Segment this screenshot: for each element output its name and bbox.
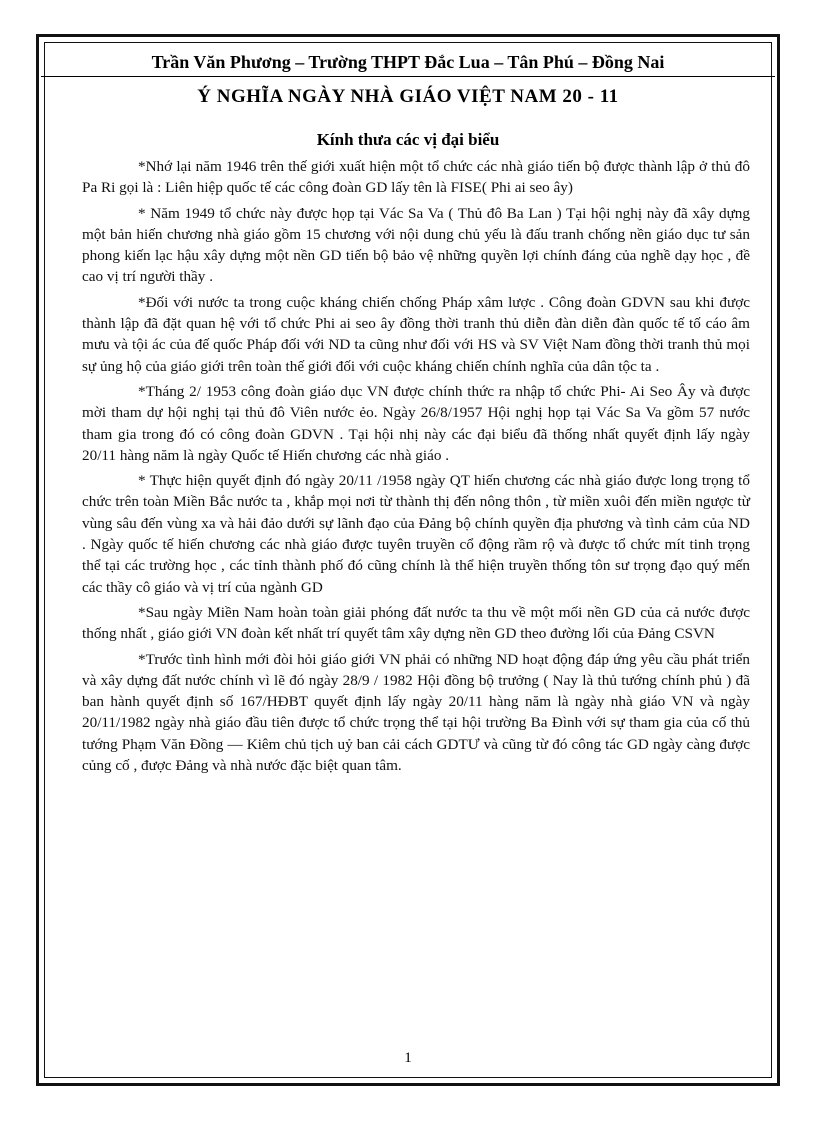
paragraph: *Nhớ lại năm 1946 trên thế giới xuất hiện một tổ chức các nhà giáo tiến bộ được thành lập ở thủ đô Pa Ri gọi là : Liên hiệp quốc tế các công đoàn GD lấy tên là FISE( Phi ai seo ây) — [82, 158, 750, 197]
paragraph: *Sau ngày Miền Nam hoàn toàn giải phóng đất nước ta thu về một mối nền GD của cả nước được thống nhất , giáo giới VN đoàn kết nhất trí quyết tâm xây dựng nền GD theo đường lối của Đảng CSVN — [82, 603, 750, 643]
paragraph: * Năm 1949 tổ chức này được họp tại Vác Sa Va ( Thủ đô Ba Lan ) Tại hội nghị này đã xây dựng một bản hiến chương nhà giáo gồm 15 chương với nội dung chủ yếu là đấu tranh chống nền giáo dục tư sản phong kiến lạc hậu xây dựng một nền GD tiến bộ bảo vệ những quyền lợi chính đáng của nghề dạy học , đề cao vị trí người thầy . — [82, 204, 750, 286]
salutation: Kính thưa các vị đại biểu — [316, 130, 500, 149]
paragraph: *Trước tình hình mới đòi hỏi giáo giới VN phải có những ND hoạt động đáp ứng yêu cầu phát triển và xây dựng đất nước chính vì lẽ đó ngày 28/9 / 1982 Hội đồng bộ trưởng ( Nay là thủ tướng chính phủ ) đã ban hành quyết định số 167/HĐBT quyết định lấy ngày 20/11 hàng năm là ngày nhà giáo VN và ngày 20/11/1982 ngày nhà giáo đầu tiên được tổ chức trọng thể tại hội trường Ba Đình với sự tham gia của cố thủ tướng Phạm Văn Đồng — Kiêm chủ tịch uỷ ban cải cách GDTƯ và cũng từ đó công tác GD ngày càng được củng cố , được Đảng và nhà nước đặc biệt quan tâm. — [82, 650, 750, 775]
page-number: 1 — [404, 1050, 412, 1066]
document-title: Ý NGHĨA NGÀY NHÀ GIÁO VIỆT NAM 20 - 11 — [197, 86, 619, 107]
paragraph: *Tháng 2/ 1953 công đoàn giáo dục VN được chính thức ra nhập tổ chức Phi- Ai Seo Ây và được mời tham dự hội nghị tại thủ đô Viên nước ẻo. Ngày 26/8/1957 Hội nghị họp tại Vác Sa Va gồm 57 nước tham gia trong đó có công đoàn GDVN . Tại hội nhị này các đại biểu đã thống nhất quyết định lấy ngày 20/11 hàng năm là ngày Quốc tế Hiến chương các nhà giáo . — [82, 382, 750, 464]
document-body — [82, 156, 750, 780]
document-header: Trần Văn Phương – Trường THPT Đắc Lua – Tân Phú – Đồng Nai — [151, 52, 665, 72]
paragraph: * Thực hiện quyết định đó ngày 20/11 /1958 ngày QT hiến chương các nhà giáo được long trọng tổ chức trên toàn Miền Bắc nước ta , khắp mọi nơi từ thành thị đến nông thôn , từ miền xuôi đến miền ngược từ vùng sâu đến vùng xa và hải đảo dưới sự lãnh đạo của Đảng bộ chính quyền địa phương và tình cảm của ND . Ngày quốc tế hiến chương các nhà giáo được tuyên truyền cổ động rầm rộ và được tổ chức mít tinh trọng thể tại các trường học , các tỉnh thành phố đó cũng chính là thể hiện truyền thống tôn sư trọng đạo quý mến các thầy cô giáo và vị trí của ngành GD — [82, 472, 750, 596]
header-rule — [41, 76, 775, 77]
paragraph: *Đối với nước ta trong cuộc kháng chiến chống Pháp xâm lược . Công đoàn GDVN sau khi được thành lập đã đặt quan hệ với tổ chức Phi ai seo ây đồng thời tranh thủ diễn đàn diễn đàn quốc tế tố cáo âm mưu và tội ác của đế quốc Pháp đối với ND ta cũng như đối với HS và SV Việt Nam đồng thời tranh thủ mọi sự ủng hộ của giáo giới trên toàn thế giới đối với cuộc kháng chiến chính nghĩa của dân tộc ta . — [82, 293, 750, 375]
